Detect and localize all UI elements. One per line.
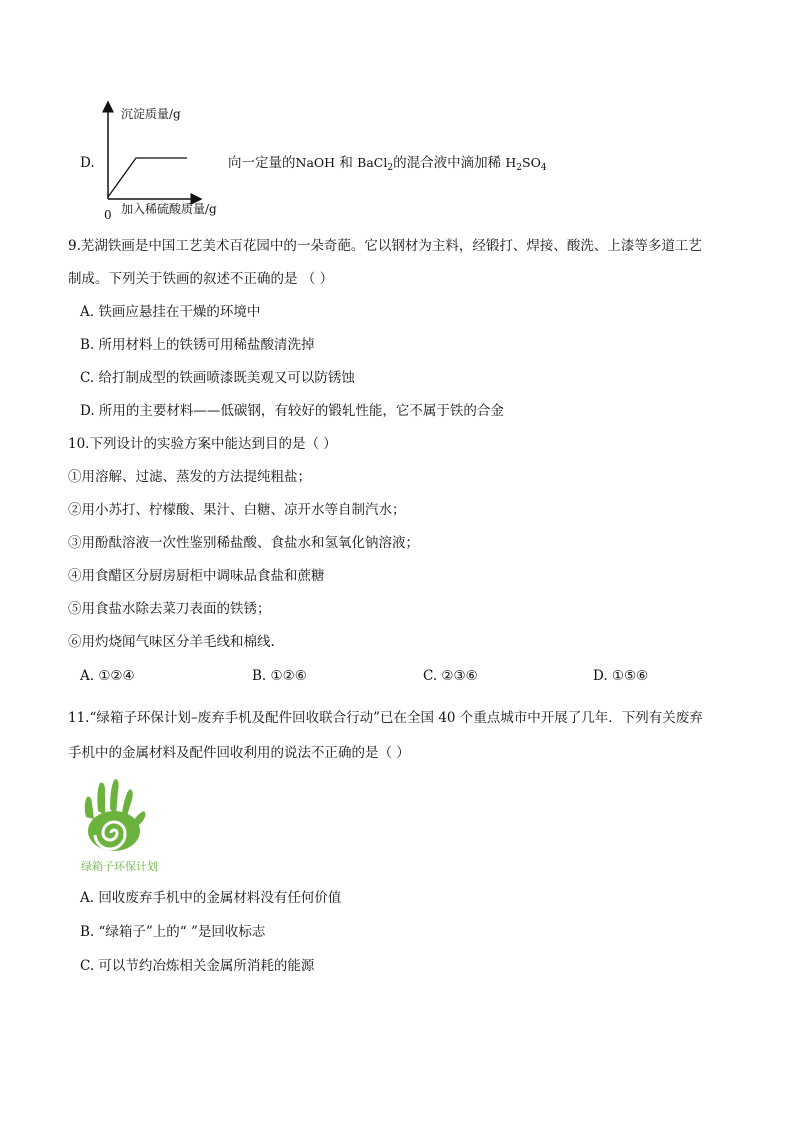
q10-item-2: ②用小苏打、柠檬酸、果汁、白糖、凉开水等自制汽水； <box>68 502 406 518</box>
q11-stem-line1: 11.“绿箱子环保计划–废弃手机及配件回收联合行动”已在全国 40 个重点城市中开展了几年．下列有关废弃 <box>68 710 703 726</box>
q10-item-4: ④用食醋区分厨房厨柜中调味品食盐和蔗糖 <box>68 568 325 584</box>
option-d-label: D. <box>80 155 95 171</box>
q11-option-b: B. “绿箱子”上的“ ”是回收标志 <box>80 924 266 940</box>
q9-option-a: A. 铁画应悬挂在干燥的环境中 <box>80 304 261 320</box>
q10-choice-b: B. ①②⑥ <box>252 668 307 684</box>
q9-stem-line1: 9.芜湖铁画是中国工艺美术百花园中的一朵奇葩。它以钢材为主料，经锻打、焊接、酸洗、上漆等多道工艺 <box>68 238 702 254</box>
q9-option-d: D. 所用的主要材料——低碳钢，有较好的锻轧性能，它不属于铁的合金 <box>80 403 504 419</box>
q11-option-c: C. 可以节约冶炼相关金属所消耗的能源 <box>80 958 315 974</box>
q10-item-1: ①用溶解、过滤、蒸发的方法提纯粗盐； <box>68 469 311 485</box>
logo-text: 绿箱子环保计划 <box>81 860 158 873</box>
option-d-description: 向一定量的NaOH 和 BaCl$_2$的混合液中滴加稀 $H_2SO_4$ <box>228 155 547 173</box>
green-box-logo <box>78 775 158 875</box>
x-axis-label: 加入稀硫酸质量/g <box>121 202 217 216</box>
q10-item-6: ⑥用灼烧闻气味区分羊毛线和棉线. <box>68 634 275 650</box>
q10-choice-c: C. ②③⑥ <box>423 668 478 684</box>
q10-item-5: ⑤用食盐水除去菜刀表面的铁锈； <box>68 601 271 617</box>
q9-option-c: C. 给打制成型的铁画喷漆既美观又可以防锈蚀 <box>80 370 355 386</box>
origin-label: 0 <box>104 208 112 221</box>
q10-choice-a: A. ①②④ <box>80 668 135 684</box>
q10-item-3: ③用酚酞溶液一次性鉴别稀盐酸、食盐水和氢氧化钠溶液； <box>68 535 419 551</box>
q10-stem: 10.下列设计的实验方案中能达到目的是（ ） <box>68 436 337 452</box>
q9-stem-line2: 制成。下列关于铁画的叙述不正确的是 （ ） <box>68 271 334 287</box>
q11-option-a: A. 回收废弃手机中的金属材料没有任何价值 <box>80 890 342 906</box>
q9-option-b: B. 所用材料上的铁锈可用稀盐酸清洗掉 <box>80 337 315 353</box>
q11-stem-line2: 手机中的金属材料及配件回收利用的说法不正确的是（ ） <box>68 745 410 761</box>
q10-choice-d: D. ①⑤⑥ <box>593 668 649 684</box>
recycle-hand-icon <box>85 779 146 851</box>
y-axis-label: 沉淀质量/g <box>121 107 181 121</box>
graph-line <box>108 158 187 197</box>
precipitate-graph <box>95 96 235 221</box>
